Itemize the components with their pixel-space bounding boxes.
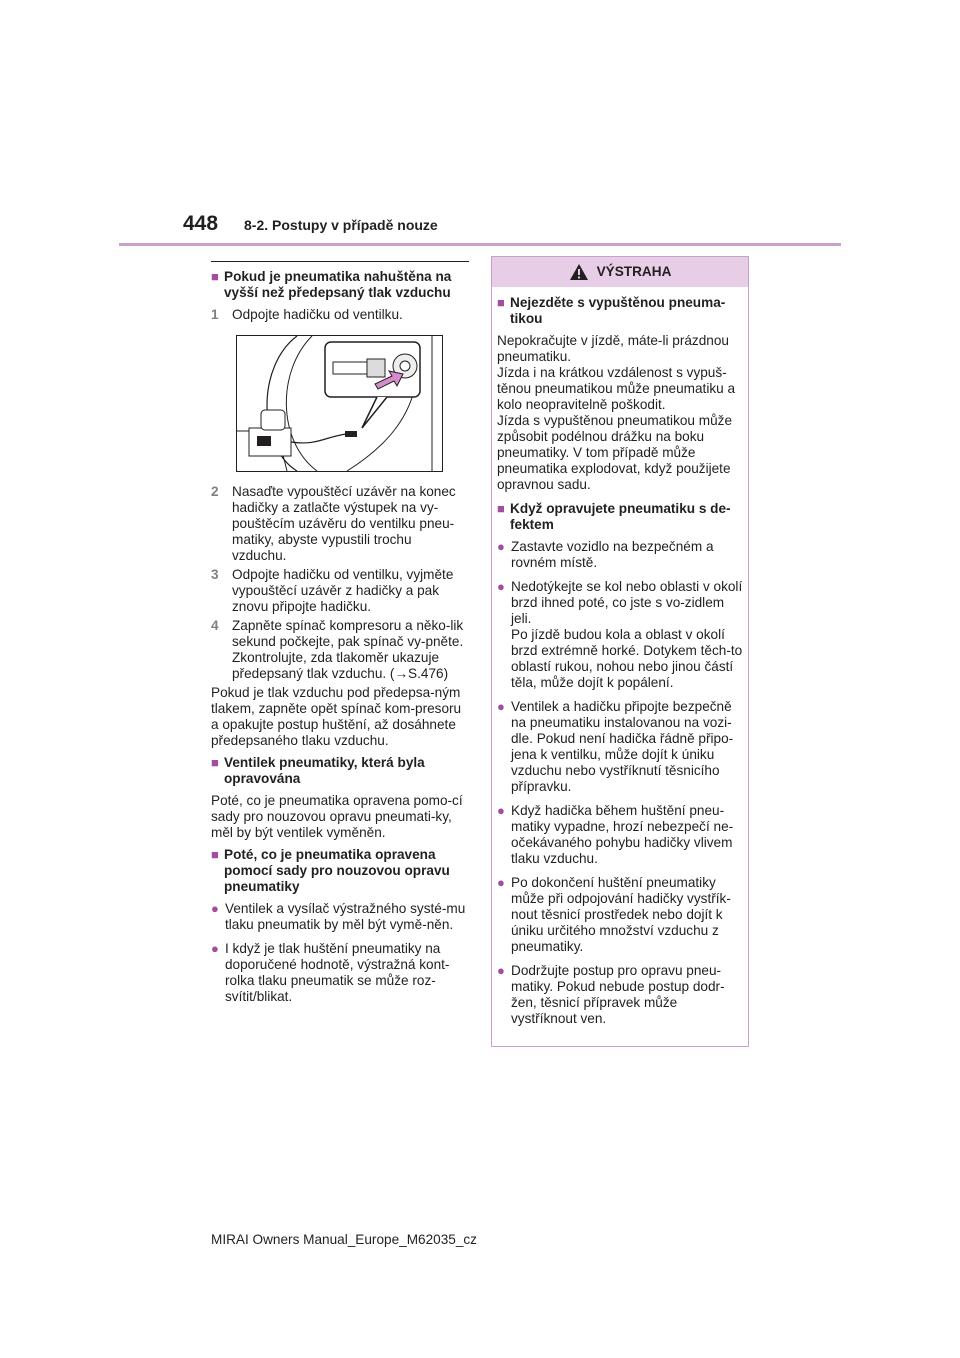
warning-heading-flat-tire: [497, 295, 743, 327]
square-bullet-icon: ■: [211, 269, 219, 284]
bullet-text: Když hadička během huštění pneu-matiky vypadne, hrozí nebezpečí ne-očekávaného pohybu hadičky vlivem tlaku vzduchu.: [511, 803, 734, 866]
warning-box: [491, 256, 749, 1047]
square-bullet-icon: ■: [497, 501, 505, 516]
bullet-text: Ventilek a vysílač výstražného systé-mu tlaku pneumatik by měl být vymě-něn.: [225, 901, 466, 932]
bullet-text-part: Po jízdě budou kola a oblast v okolí brzd extrémně horké. Dotykem těch-to oblastí rukou, nohou nebo jinou částí těla, může dojít k popálení.: [511, 627, 743, 690]
heading-text: Pokud je pneumatika nahuštěna na vyšší než předepsaný tlak vzduchu: [224, 269, 452, 300]
circle-bullet-icon: ●: [211, 941, 219, 956]
bullet-text: Zastavte vozidlo na bezpečném a rovném místě.: [511, 539, 714, 570]
step-number: 4: [211, 618, 219, 633]
hose-disconnect-illustration: [236, 335, 443, 472]
heading-text: Ventilek pneumatiky, která byla opravována: [224, 755, 425, 786]
warning-body: [492, 287, 748, 1027]
step-2: [211, 484, 469, 564]
circle-bullet-icon: ●: [497, 579, 505, 594]
step-text: Nasaďte vypouštěcí uzávěr na konec hadičky a zatlačte výstupek na vy-pouštěcím uzávěru do ventilku pneu-matiky, abyste vypustili trochu vzduchu.: [232, 484, 456, 563]
page-number: 448: [183, 212, 219, 235]
bullet-item: [497, 963, 743, 1027]
circle-bullet-icon: ●: [497, 699, 505, 714]
bullet-item: [497, 803, 743, 867]
paragraph: Jízda i na krátkou vzdálenost s vypuš-těnou pneumatikou může pneumatiku a kolo neopravitelně poškodit.: [497, 365, 736, 412]
bullet-text: Dodržujte postup pro opravu pneu-matiky. Pokud nebude postup dodr-žen, těsnicí přípravek může vystříknout ven.: [511, 963, 725, 1026]
step-1: [211, 307, 469, 323]
column-top-rule: [211, 261, 469, 262]
step-3: [211, 567, 469, 615]
circle-bullet-icon: ●: [497, 963, 505, 978]
left-column: [211, 261, 469, 1013]
paragraph: Poté, co je pneumatika opravena pomo-cí sady pro nouzovou opravu pneumati-ky, měl by být ventilek vyměněn.: [211, 793, 463, 840]
step-4: [211, 618, 469, 682]
heading-overinflated: [211, 269, 469, 301]
bullet-item: [497, 539, 743, 571]
square-bullet-icon: ■: [497, 295, 505, 310]
illustration-svg: [237, 336, 442, 471]
section-title: 8-2. Postupy v případě nouze: [244, 217, 438, 233]
step-number: 2: [211, 484, 219, 499]
bullet-item: [211, 901, 469, 933]
warning-title: VÝSTRAHA: [596, 264, 672, 279]
circle-bullet-icon: ●: [497, 875, 505, 890]
heading-valve: [211, 755, 469, 787]
step-number: 3: [211, 567, 219, 582]
bullet-item: [497, 699, 743, 795]
bullet-text: Po dokončení huštění pneumatiky může při odpojování hadičky vystřík-nout těsnicí prostředek nebo dojít k úniku určitého množství vzduchu z pneumatiky.: [511, 875, 731, 954]
footer-manual-id: MIRAI Owners Manual_Europe_M62035_cz: [211, 1232, 477, 1247]
step-text: Zapněte spínač kompresoru a něko-lik sekund počkejte, pak spínač vy-pněte. Zkontrolujte, zda tlakoměr ukazuje předepsaný tlak vzduchu. (→S.476): [232, 618, 464, 681]
bullet-text: [511, 579, 743, 691]
heading-text: Nejezděte s vypuštěnou pneuma-tikou: [510, 295, 726, 326]
bullet-text-part: Nedotýkejte se kol nebo oblasti v okolí brzd ihned poté, co jste s vo-zidlem jeli.: [511, 579, 743, 626]
bullet-item: [211, 941, 469, 1005]
warning-paragraphs: [497, 333, 743, 493]
header-rule: [119, 243, 841, 246]
circle-bullet-icon: ●: [211, 901, 219, 916]
bullet-text: I když je tlak huštění pneumatiky na doporučené hodnotě, výstražná kont-rolka tlaku pneumatik se může roz-svítit/blikat.: [225, 941, 450, 1004]
square-bullet-icon: ■: [211, 847, 219, 862]
heading-text: Poté, co je pneumatika opravena pomocí sady pro nouzovou opravu pneumatiky: [224, 847, 450, 894]
paragraph: Jízda s vypuštěnou pneumatikou může způsobit podélnou drážku na boku pneumatiky. V tom případě může pneumatika explodovat, když použijete opravnou sadu.: [497, 413, 733, 492]
bullet-item: [497, 579, 743, 691]
paragraph: Nepokračujte v jízdě, máte-li prázdnou pneumatiku.: [497, 333, 729, 364]
warning-header: [492, 257, 748, 287]
heading-after-repair: [211, 847, 469, 895]
bullet-item: [497, 875, 743, 955]
step-text: Odpojte hadičku od ventilku, vyjměte vypouštěcí uzávěr z hadičky a pak znovu připojte hadičku.: [232, 567, 454, 614]
circle-bullet-icon: ●: [497, 803, 505, 818]
step-number: 1: [211, 307, 219, 322]
paragraph: Pokud je tlak vzduchu pod předepsa-ným tlakem, zapněte opět spínač kom-presoru a opakujte postup huštění, až dosáhnete předepsaného tlaku vzduchu.: [211, 685, 462, 748]
bullet-text: Ventilek a hadičku připojte bezpečně na pneumatiku instalovanou na vozi-dle. Pokud není hadička řádně připo-jena k ventilku, může dojít k úniku vzduchu nebo vystříknutí těsnicího přípravku.: [511, 699, 734, 794]
circle-bullet-icon: ●: [497, 539, 505, 554]
square-bullet-icon: ■: [211, 755, 219, 770]
heading-text: Když opravujete pneumatiku s de-fektem: [510, 501, 731, 532]
step-text: Odpojte hadičku od ventilku.: [232, 307, 403, 322]
warning-heading-repair: [497, 501, 743, 533]
warning-triangle-icon: [569, 263, 589, 281]
